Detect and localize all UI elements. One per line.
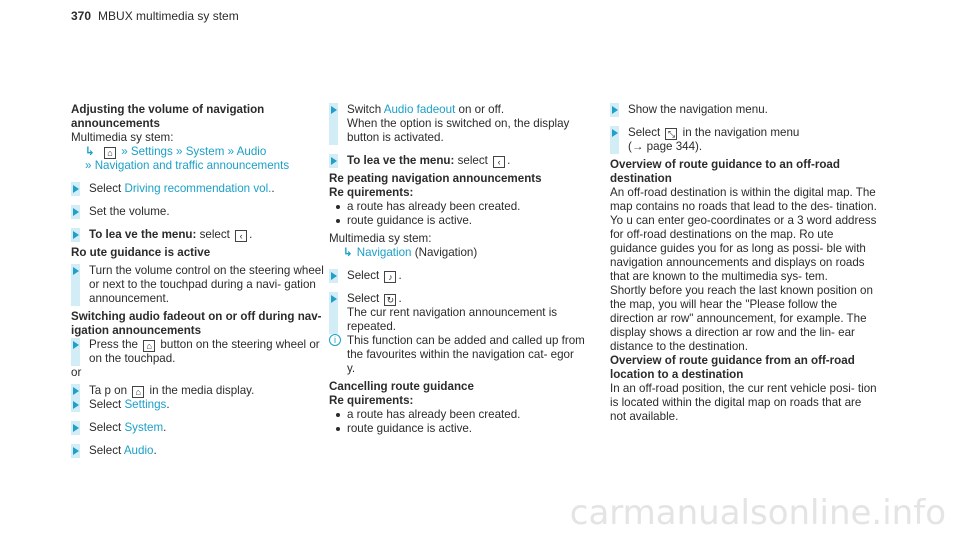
section-heading: Overview of route guidance from an off-road location to a destination: [610, 354, 855, 381]
system-label: Multimedia sy stem:: [329, 232, 432, 245]
step-arrow-icon: [73, 387, 79, 395]
requirements-label: Re quirements:: [329, 394, 414, 407]
column-2: [329, 103, 585, 436]
path-nav-announcements[interactable]: Navigation and traffic announcements: [94, 159, 290, 172]
watermark: carmanualsonline.info: [569, 493, 946, 533]
step: Press the ⌂ button on the steering wheel or on the touchpad.: [71, 338, 327, 366]
list-item: route guidance is active.: [329, 422, 585, 436]
cancel-route-icon: ⤡: [665, 128, 677, 140]
paragraph: Yo u can enter geo-coordinates or a 3 word address for off-road destinations on the map. Ro ute guidance guides you for as long as possi- ble with navigation announcements and displays on roads that are known to the multimedia sys- tem.: [610, 214, 877, 283]
path-settings[interactable]: Settings: [130, 145, 173, 158]
list-item: a route has already been created.: [329, 200, 585, 214]
list-item: route guidance is active.: [329, 214, 585, 228]
menu-path: [71, 145, 327, 159]
step: To lea ve the menu: select ‹ .: [329, 154, 585, 168]
step: Select Driving recommendation vol..: [71, 182, 327, 196]
step: Select ⤡ in the navigation menu (→ page 344).: [610, 126, 878, 154]
step: Ta p on ⌂ in the media display.: [71, 384, 327, 398]
step-arrow-icon: [331, 272, 337, 280]
section-heading: Re peating navigation announcements: [329, 172, 542, 185]
page-number: 370: [71, 9, 92, 23]
announcement-volume-icon: ♪: [384, 271, 396, 283]
bullet-icon: [336, 219, 340, 223]
section-heading: Switching audio fadeout on or off during nav- igation announcements: [71, 310, 322, 337]
page-header: [71, 9, 239, 23]
step-arrow-icon: [331, 106, 337, 114]
menu-path-line2: [71, 159, 327, 173]
link-system[interactable]: System: [124, 421, 164, 434]
column-3: [610, 103, 878, 424]
link-audio[interactable]: Audio: [123, 444, 154, 457]
or-label: or: [71, 366, 82, 379]
bullet-icon: [336, 205, 340, 209]
section-heading: Adjusting the volume of navigation announcements: [71, 103, 265, 130]
path-sep-icon: »: [121, 145, 128, 158]
info-icon: i: [329, 334, 341, 346]
requirements-label: Re quirements:: [329, 186, 414, 199]
step: Set the volume.: [71, 205, 327, 219]
home-icon: ⌂: [143, 340, 155, 352]
step-arrow-icon: [73, 231, 79, 239]
note: i This function can be added and called up from the favourites within the navigation cat- egor y.: [329, 334, 585, 376]
section-heading: Ro ute guidance is active: [71, 246, 211, 259]
step-arrow-icon: [73, 401, 79, 409]
step: Select System.: [71, 421, 327, 435]
section-heading: Overview of route guidance to an off-road destination: [610, 158, 840, 185]
repeat-announcement-icon: ↻: [384, 294, 396, 306]
step: Select Settings.: [71, 398, 327, 412]
path-navigation[interactable]: Navigation: [356, 246, 412, 259]
manual-title: MBUX multimedia sy stem: [98, 9, 239, 23]
link-settings[interactable]: Settings: [124, 398, 167, 411]
step-arrow-icon: [73, 424, 79, 432]
step-arrow-icon: [612, 106, 618, 114]
path-audio[interactable]: Audio: [236, 145, 267, 158]
link-driving-recommendation[interactable]: Driving recommendation vol.: [124, 182, 272, 195]
list-item: a route has already been created.: [329, 408, 585, 422]
path-sep-icon: »: [176, 145, 183, 158]
step: Show the navigation menu.: [610, 103, 878, 117]
step: Switch Audio fadeout on or off. When the option is switched on, the display button is activated.: [329, 103, 585, 145]
bullet-icon: [336, 413, 340, 417]
path-sep-icon: »: [85, 159, 92, 172]
step-arrow-icon: [331, 295, 337, 303]
path-system[interactable]: System: [185, 145, 225, 158]
path-arrow-icon: ↳: [85, 145, 95, 158]
system-label: Multimedia sy stem:: [71, 131, 174, 144]
step: Select ↻ . The cur rent navigation announcement is repeated.: [329, 292, 585, 334]
bullet-icon: [336, 427, 340, 431]
step-arrow-icon: [612, 129, 618, 137]
step: To lea ve the menu: select ‹ .: [71, 228, 327, 242]
home-icon: ⌂: [104, 147, 116, 159]
menu-path: ↳ Navigation (Navigation): [343, 246, 478, 259]
step-arrow-icon: [331, 157, 337, 165]
back-icon: ‹: [235, 230, 247, 242]
step: Turn the volume control on the steering wheel or next to the touchpad during a navi- gation announcement.: [71, 264, 327, 306]
column-1: [71, 103, 327, 458]
step-arrow-icon: [73, 267, 79, 275]
step-arrow-icon: [73, 341, 79, 349]
section-heading: Cancelling route guidance: [329, 380, 474, 393]
step: Select Audio.: [71, 444, 327, 458]
path-arrow-icon: ↳: [343, 246, 353, 259]
home-icon: ⌂: [132, 386, 144, 398]
paragraph: In an off-road position, the cur rent vehicle posi- tion is located within the digital map on roads that are not available.: [610, 382, 877, 423]
step-arrow-icon: [73, 447, 79, 455]
paragraph: An off-road destination is within the digital map. The map contains no roads that lead to the des- tination.: [610, 186, 877, 213]
step-arrow-icon: [73, 208, 79, 216]
step: Select ♪ .: [329, 269, 585, 283]
paragraph: Shortly before you reach the last known position on the map, you will hear the "Please follow the direction ar row" announcement, for example. The display shows a direction ar row and the lin- ear distance to the destination.: [610, 284, 873, 353]
step-arrow-icon: [73, 185, 79, 193]
link-audio-fadeout[interactable]: Audio fadeout: [383, 103, 456, 116]
back-icon: ‹: [493, 156, 505, 168]
path-sep-icon: »: [227, 145, 235, 158]
